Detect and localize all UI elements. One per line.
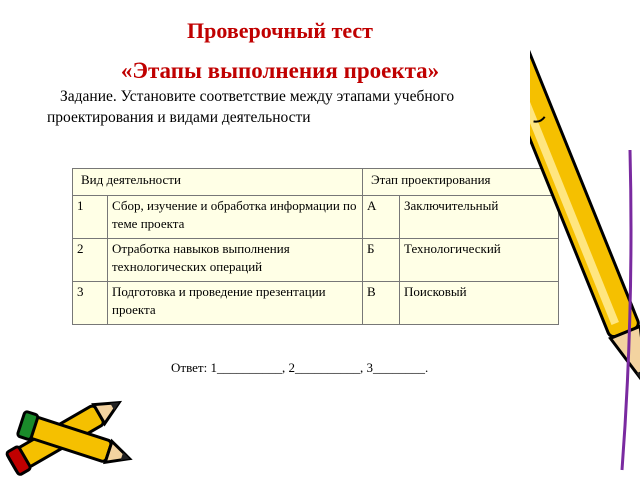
page-title: Проверочный тест [187, 18, 373, 43]
matching-table [72, 168, 559, 325]
table-header-row [73, 169, 559, 196]
stage-letter: В [363, 282, 400, 325]
activity-cell: Отработка навыков выполнения технологических операций [108, 239, 363, 282]
table-row [73, 239, 559, 282]
stage-letter: Б [363, 239, 400, 282]
table-row [73, 196, 559, 239]
pencil-icon [530, 0, 640, 475]
row-number: 1 [73, 196, 108, 239]
page-subtitle: «Этапы выполнения проекта» [120, 58, 440, 83]
row-number: 2 [73, 239, 108, 282]
stage-cell: Заключительный [400, 196, 559, 239]
stage-letter: А [363, 196, 400, 239]
task-text-line-1: Задание. Установите соответствие между этапами учебного [60, 88, 455, 105]
header-stage: Этап проектирования [363, 169, 559, 196]
task-text-line-2: проектирования и видами деятельности [47, 109, 311, 126]
stage-cell: Технологический [400, 239, 559, 282]
table-row [73, 282, 559, 325]
stage-cell: Поисковый [400, 282, 559, 325]
task-text [47, 86, 567, 128]
header-activity: Вид деятельности [73, 169, 363, 196]
row-number: 3 [73, 282, 108, 325]
activity-cell: Подготовка и проведение презентации проекта [108, 282, 363, 325]
answer-line: Ответ: 1__________, 2__________, 3________. [171, 360, 429, 375]
activity-cell: Сбор, изучение и обработка информации по теме проекта [108, 196, 363, 239]
pencil-icon [10, 405, 140, 480]
